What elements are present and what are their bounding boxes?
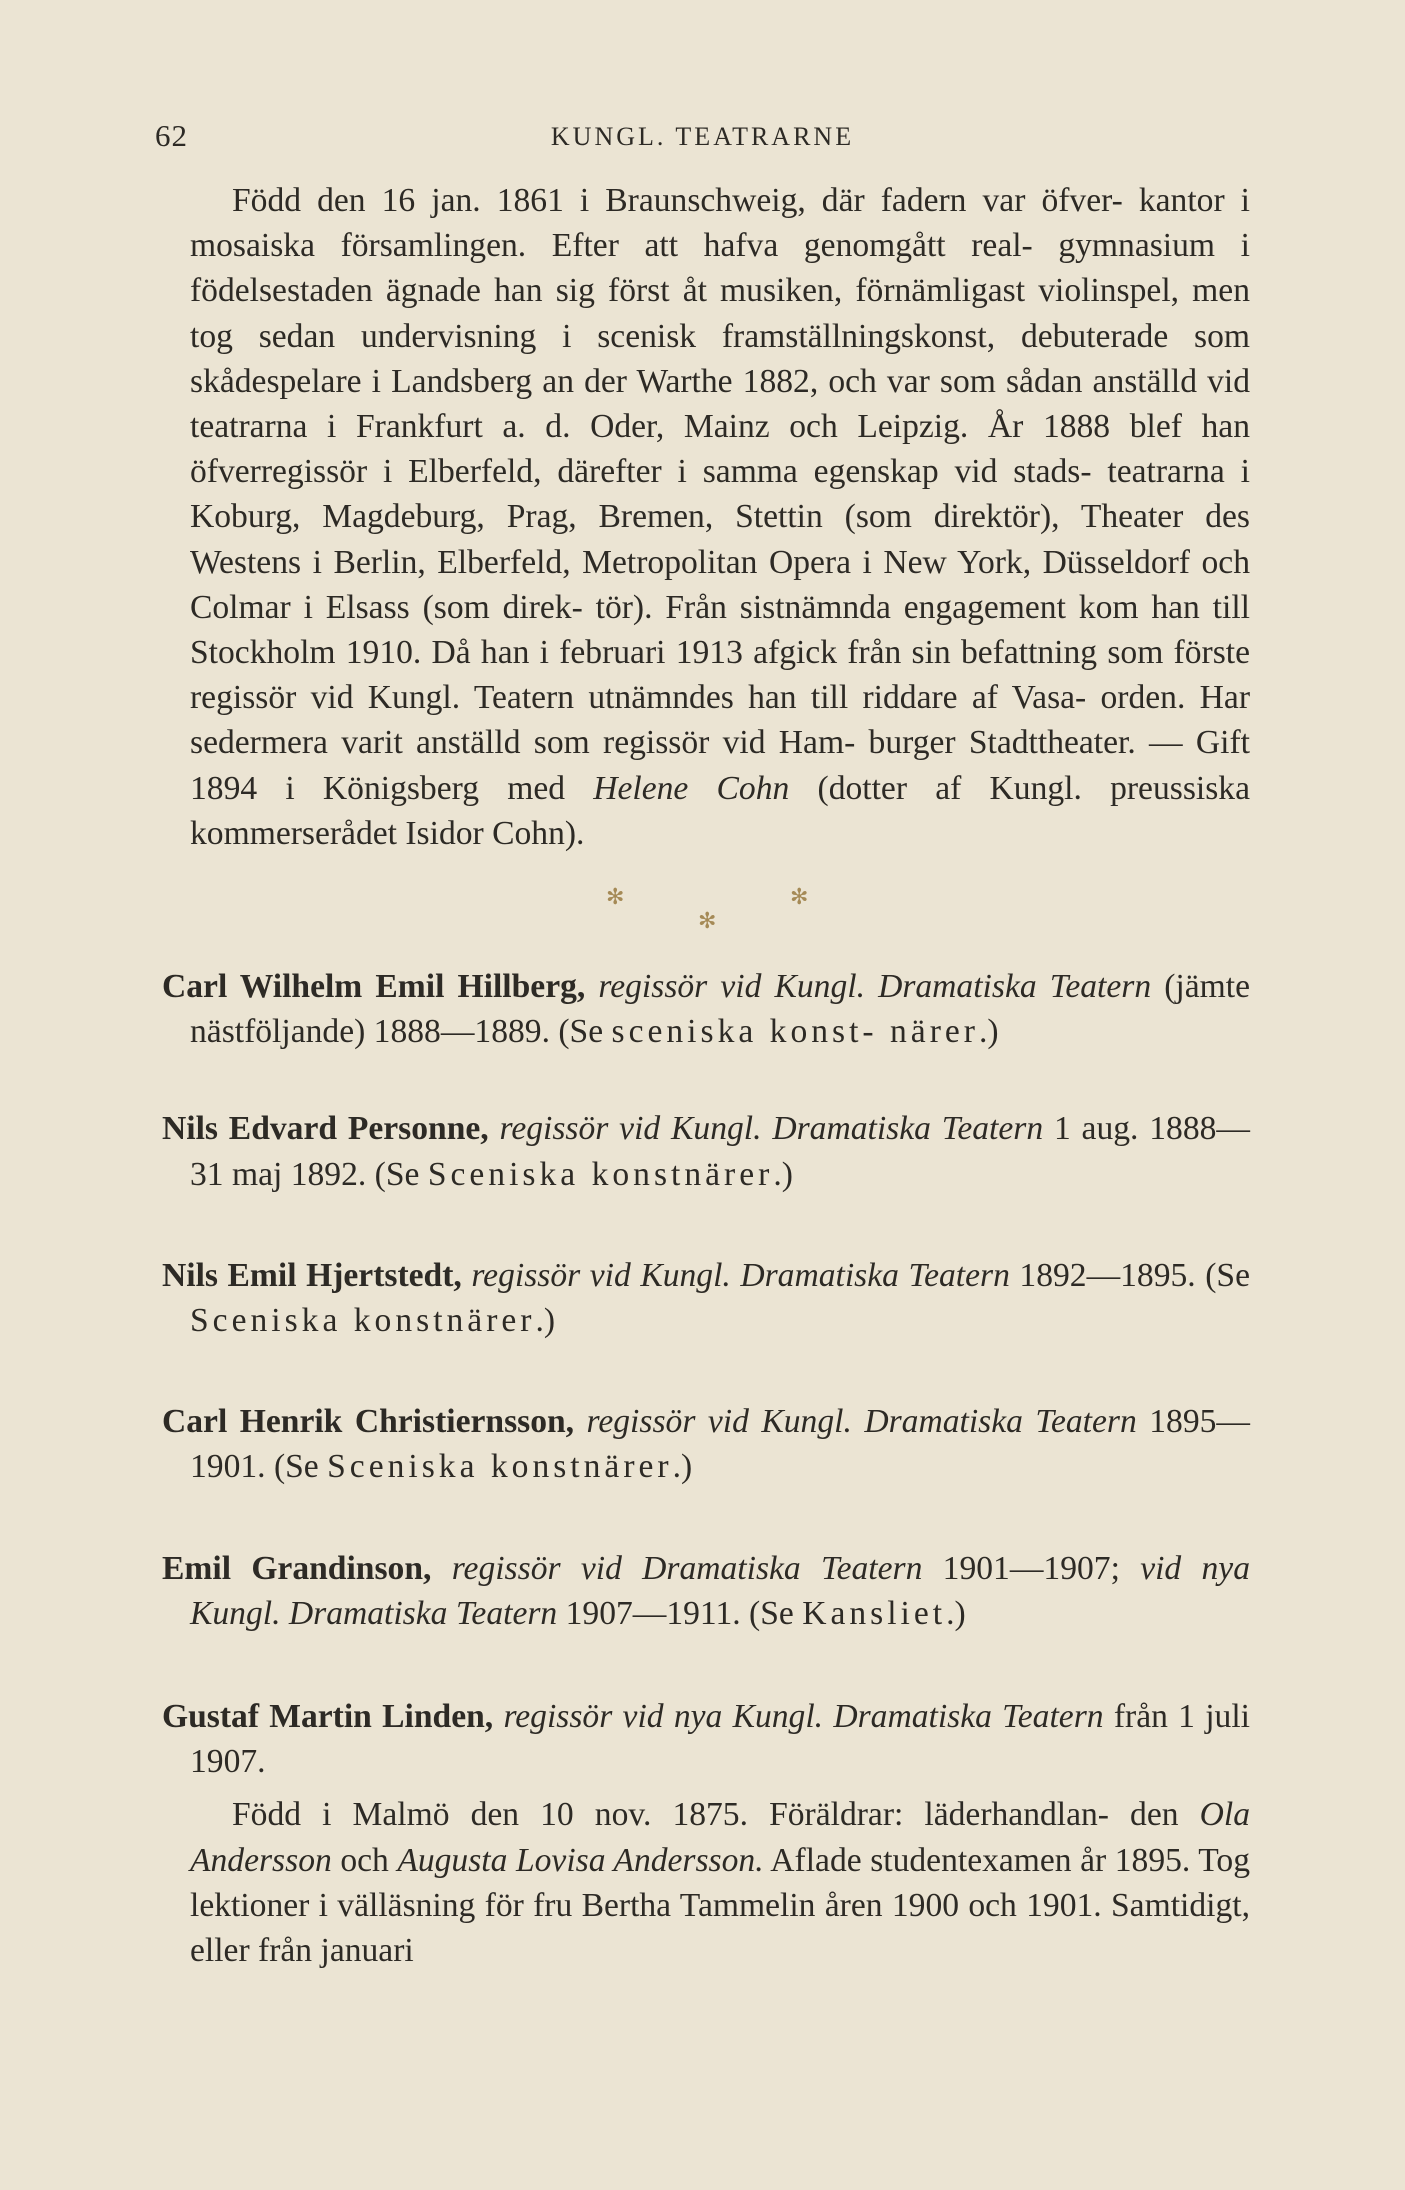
page-number: 62 — [155, 118, 188, 153]
entry-role: regissör vid Kungl. Dramatiska Teatern — [574, 1403, 1137, 1441]
text-column — [162, 178, 1251, 1973]
entry-christiernsson: Carl Henrik Christiernsson, regissör vid Kungl. Dramatiska Teatern 1895—1901. (Se Sceniska konstnärer.) — [162, 1403, 1251, 1486]
entry-hillberg: Carl Wilhelm Emil Hillberg, regissör vid Kungl. Dramatiska Teatern (jämte nästföljande) 1888—1889. (Se sceniska konst- närer.) — [162, 968, 1250, 1051]
entry-hjertstedt: Nils Emil Hjertstedt, regissör vid Kungl. Dramatiska Teatern 1892—1895. (Se Sceniska konstnärer.) — [162, 1256, 1251, 1340]
linden-biography — [190, 1792, 1250, 1973]
entry-reference: sceniska konst- närer — [611, 1013, 979, 1051]
entry-role-secondary: vid nya Kungl. Dramatiska Teatern — [190, 1549, 1250, 1632]
mother-name: Augusta Lovisa Andersson. — [397, 1841, 764, 1879]
entry-role: regissör vid Kungl. Dramatiska Teatern — [585, 968, 1152, 1006]
spouse-name: Helene Cohn — [593, 769, 790, 807]
entry-name: Carl Henrik Christiernsson, — [162, 1403, 575, 1441]
running-title: KUNGL. TEATRARNE — [550, 122, 855, 151]
entry-role: regissör vid Dramatiska Teatern — [431, 1549, 923, 1587]
entry-name: Nils Emil Hjertstedt, — [162, 1256, 462, 1294]
entry-role: regissör vid nya Kungl. Dramatiska Teatern — [493, 1698, 1104, 1736]
entry-name: Emil Grandinson, — [162, 1549, 432, 1587]
father-name: Ola Andersson — [190, 1796, 1250, 1879]
entry-grandinson: Emil Grandinson, regissör vid Dramatiska Teatern 1901—1907; vid nya Kungl. Dramatiska Teatern 1907—1911. (Se Kansliet.) — [162, 1549, 1250, 1632]
entry-name: Gustaf Martin Linden, — [162, 1698, 494, 1736]
final-paragraph: Född i Malmö den 10 nov. 1875. Föräldrar: läderhandlan- den Ola Andersson och Augusta Lovisa Andersson. Aflade studentexamen år 1895. Tog lektioner i välläsning för fru Bertha Tammelin åren 1900 och 1901. Samtidigt, eller från januari — [190, 1796, 1250, 1970]
entry-reference: Sceniska konstnärer — [327, 1448, 673, 1486]
entry-reference: Sceniska konstnärer — [190, 1302, 536, 1340]
separator-star: ✻ — [790, 884, 809, 910]
intro-paragraph: Född den 16 jan. 1861 i Braunschweig, där fadern var öfver- kantor i mosaiska församlingen. Efter att hafva genomgått real- gymnasium i födelsestaden ägnade han sig först åt musiken, förnämligast violinspel, men tog sedan undervisning i scenisk framställningskonst, debuterade som skådespelare i Landsberg an der Warthe 1882, och var som sådan anställd vid teatrarna i Frankfurt a. d. Oder, Mainz och Leipzig. År 1888 blef han öfverregissör i Elberfeld, därefter i samma egenskap vid stads- teatrarna i Koburg, Magdeburg, Prag, Bremen, Stettin (som direktör), Theater des Westens i Berlin, Elberfeld, Metropolitan Opera i New York, Düsseldorf och Colmar i Elsass (som direk- tör). Från sistnämnda engagement kom han till Stockholm 1910. Då han i februari 1913 afgick från sin befattning som förste regissör vid Kungl. Teatern utnämndes han till riddare af Vasa- orden. Har sedermera varit anställd som regissör vid Ham- burger Stadttheater. — Gift 1894 i Königsberg med Helene Cohn (dotter af Kungl. preussiska kommerserådet Isidor Cohn). — [190, 182, 1250, 852]
entry-linden: Gustaf Martin Linden, regissör vid nya Kungl. Dramatiska Teatern från 1 juli 1907. — [162, 1698, 1250, 1781]
entry-role: regissör vid Kungl. Dramatiska Teatern — [461, 1256, 1010, 1294]
section-separator — [190, 856, 1250, 964]
entry-name: Nils Edvard Personne, — [162, 1110, 489, 1148]
entry-role: regissör vid Kungl. Dramatiska Teatern — [488, 1110, 1044, 1148]
entry-personne: Nils Edvard Personne, regissör vid Kungl. Dramatiska Teatern 1 aug. 1888—31 maj 1892. (Se Sceniska konstnärer.) — [162, 1110, 1250, 1193]
entry-reference: Kansliet — [802, 1594, 947, 1632]
entry-name: Carl Wilhelm Emil Hillberg, — [162, 968, 586, 1006]
separator-star: ✻ — [606, 884, 625, 910]
separator-star: ✻ — [698, 908, 717, 934]
entry-reference: Sceniska konstnärer — [427, 1155, 774, 1193]
